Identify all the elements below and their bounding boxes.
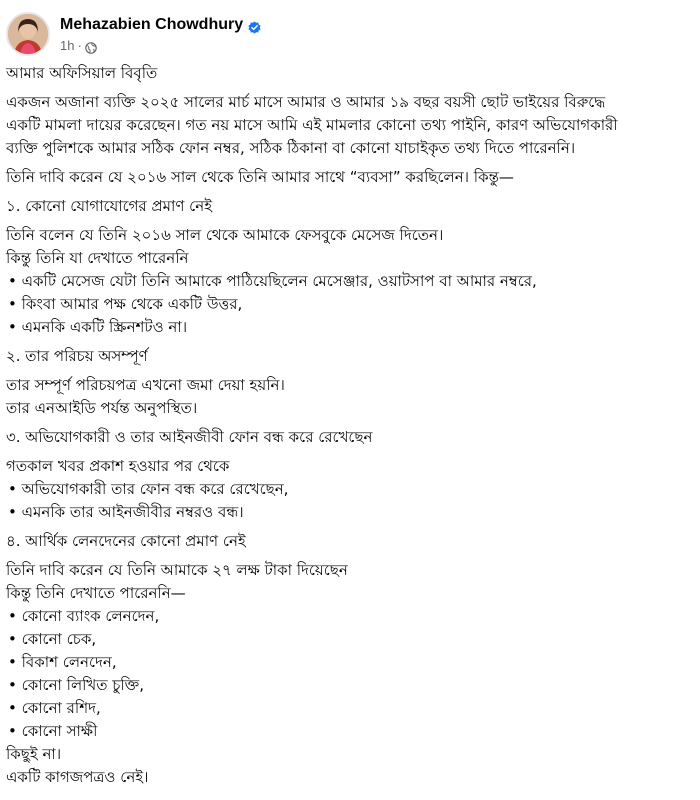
verified-badge-icon bbox=[248, 19, 261, 32]
section-4-bullet: • কোনো সাক্ষী bbox=[6, 720, 700, 743]
section-4-bullet: • কোনো লিখিত চুক্তি, bbox=[6, 674, 700, 697]
section-1-heading: ১. কোনো যোগাযোগের প্রমাণ নেই bbox=[6, 197, 213, 215]
section-4-bullet: • কোনো রশিদ, bbox=[6, 697, 700, 720]
section-4-body bbox=[6, 559, 700, 789]
intro-line: একটি মামলা দায়ের করেছেন। গত নয় মাসে আমি এই মামলার কোনো তথ্য পাইনি, কারণ অভিযোগকারী bbox=[6, 116, 618, 134]
statement-title: আমার অফিসিয়াল বিবৃতি bbox=[6, 64, 158, 82]
section-4-closing: একটি কাগজপত্রও নেই। bbox=[6, 768, 149, 786]
section-2-line: তার এনআইডি পর্যন্ত অনুপস্থিত। bbox=[6, 399, 198, 417]
section-4-bullet: • কোনো ব্যাংক লেনদেন, bbox=[6, 605, 700, 628]
section-2-body bbox=[6, 374, 700, 420]
section-1-bullet: • একটি মেসেজ যেটা তিনি আমাকে পাঠিয়েছিলেন মেসেঞ্জার, ওয়াটসাপ বা আমার নম্বরে, bbox=[6, 270, 700, 293]
post-body bbox=[6, 62, 700, 795]
section-1-line: তিনি বলেন যে তিনি ২০১৬ সাল থেকে আমাকে ফেসবুকে মেসেজ দিতেন। bbox=[6, 226, 444, 244]
author-row bbox=[60, 15, 261, 35]
section-1-line: কিন্তু তিনি যা দেখাতে পারেননি bbox=[6, 249, 189, 267]
section-2-heading: ২. তার পরিচয় অসম্পূর্ণ bbox=[6, 347, 148, 365]
separator-dot: · bbox=[77, 37, 82, 53]
intro-line: ব্যক্তি পুলিশকে আমার সঠিক ফোন নম্বর, সঠিক ঠিকানা বা কোনো যাচাইকৃত তথ্য দিতে পারেননি। bbox=[6, 139, 576, 157]
section-3-bullet: • এমনকি তার আইনজীবীর নম্বরও বন্ধ। bbox=[6, 501, 700, 524]
section-4-bullet: • কোনো চেক, bbox=[6, 628, 700, 651]
globe-icon[interactable] bbox=[85, 39, 97, 51]
author-name[interactable]: Mehazabien Chowdhury bbox=[60, 16, 244, 33]
post-header bbox=[6, 10, 261, 58]
claim-paragraph: তিনি দাবি করেন যে ২০১৬ সাল থেকে তিনি আমার সাথে “ব্যবসা” করছিলেন। কিন্তু— bbox=[6, 168, 514, 186]
section-1-body bbox=[6, 224, 700, 339]
section-3-body bbox=[6, 455, 700, 524]
section-4-closing: কিছুই না। bbox=[6, 745, 62, 763]
profile-photo-icon bbox=[8, 14, 48, 54]
intro-line: একজন অজানা ব্যক্তি ২০২৫ সালের মার্চ মাসে আমার ও আমার ১৯ বছর বয়সী ছোট ভাইয়ের বিরুদ্ধে bbox=[6, 93, 606, 111]
section-4-line: তিনি দাবি করেন যে তিনি আমাকে ২৭ লক্ষ টাকা দিয়েছেন bbox=[6, 561, 348, 579]
section-3-line: গতকাল খবর প্রকাশ হওয়ার পর থেকে bbox=[6, 457, 230, 475]
post-meta bbox=[60, 15, 261, 53]
section-1-bullet: • কিংবা আমার পক্ষ থেকে একটি উত্তর, bbox=[6, 293, 700, 316]
section-2-line: তার সম্পূর্ণ পরিচয়পত্র এখনো জমা দেয়া হয়নি। bbox=[6, 376, 285, 394]
avatar[interactable] bbox=[6, 12, 50, 56]
section-1-bullet: • এমনকি একটি স্ক্রিনশটও না। bbox=[6, 316, 700, 339]
section-4-heading: ৪. আর্থিক লেনদেনের কোনো প্রমাণ নেই bbox=[6, 532, 246, 550]
time-row bbox=[60, 37, 261, 53]
intro-paragraph bbox=[6, 91, 700, 160]
section-3-heading: ৩. অভিযোগকারী ও তার আইনজীবী ফোন বন্ধ করে রেখেছেন bbox=[6, 428, 373, 446]
section-4-line: কিন্তু তিনি দেখাতে পারেননি— bbox=[6, 584, 186, 602]
section-4-bullet: • বিকাশ লেনদেন, bbox=[6, 651, 700, 674]
post-timestamp[interactable]: 1h bbox=[60, 37, 75, 53]
section-3-bullet: • অভিযোগকারী তার ফোন বন্ধ করে রেখেছেন, bbox=[6, 478, 700, 501]
